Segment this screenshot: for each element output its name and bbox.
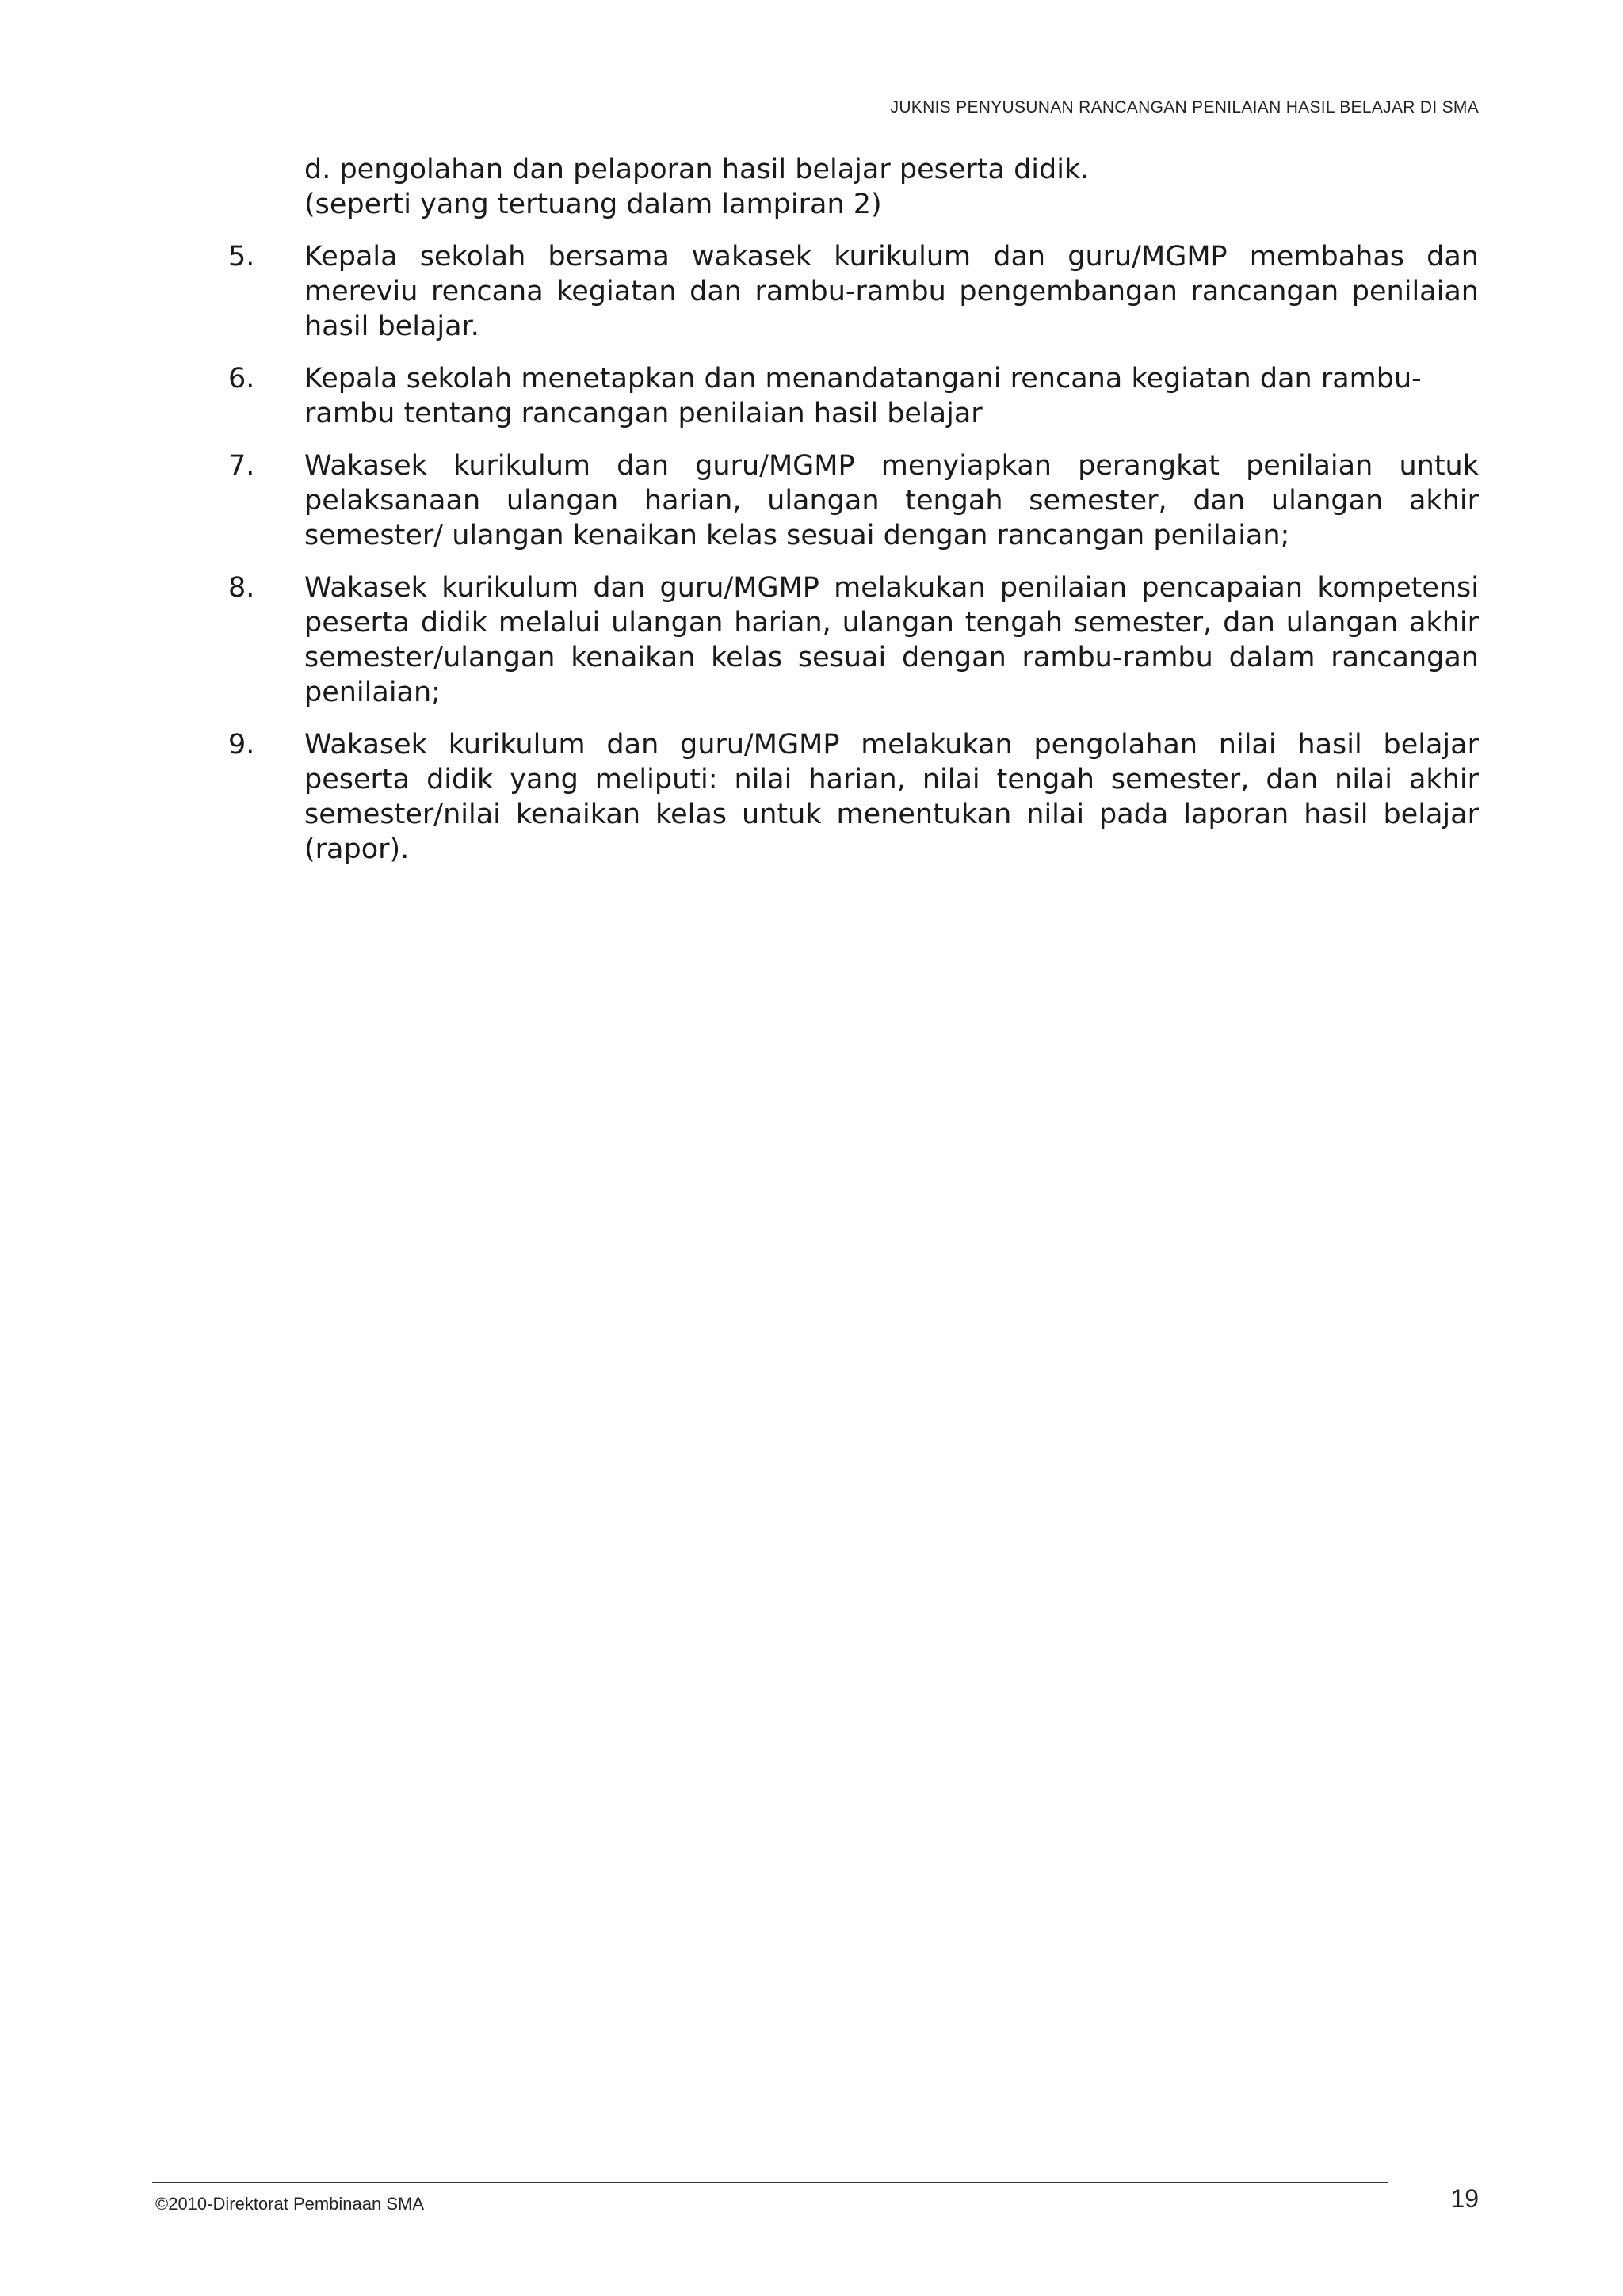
step-item-8	[228, 570, 1479, 710]
step-text: Kepala sekolah menetapkan dan menandatangani rencana kegiatan dan rambu-rambu tentang rancangan penilaian hasil belajar	[304, 363, 1422, 429]
step-number: 8.	[228, 572, 255, 604]
step-item-7	[228, 448, 1479, 553]
step-item-6	[228, 361, 1479, 431]
list-item-d: d. pengolahan dan pelaporan hasil belajar peserta didik.	[304, 154, 1090, 185]
page-body	[228, 152, 1479, 867]
step-item-5	[228, 239, 1479, 344]
step-number: 7.	[228, 450, 255, 482]
step-number: 9.	[228, 729, 255, 761]
step-item-9	[228, 727, 1479, 867]
continued-list	[304, 152, 1479, 222]
step-text: Wakasek kurikulum dan guru/MGMP menyiapkan perangkat penilaian untuk pelaksanaan ulangan harian, ulangan tengah semester, dan ulangan akhir semester/ ulangan kenaikan kelas sesuai dengan rancangan penilaian;	[304, 450, 1479, 551]
appendix-note: (seperti yang tertuang dalam lampiran 2)	[304, 189, 882, 220]
step-number: 6.	[228, 363, 255, 395]
page-number: 19	[1450, 2184, 1479, 2213]
footer-copyright: ©2010-Direktorat Pembinaan SMA	[155, 2194, 425, 2214]
step-text: Wakasek kurikulum dan guru/MGMP melakukan pengolahan nilai hasil belajar peserta didik yang meliputi: nilai harian, nilai tengah semester, dan nilai akhir semester/nilai kenaikan kelas untuk menentukan nilai pada laporan hasil belajar (rapor).	[304, 729, 1479, 865]
step-number: 5.	[228, 241, 255, 273]
footer-divider	[152, 2182, 1388, 2183]
running-header: JUKNIS PENYUSUNAN RANCANGAN PENILAIAN HASIL BELAJAR DI SMA	[890, 98, 1479, 116]
step-text: Wakasek kurikulum dan guru/MGMP melakukan penilaian pencapaian kompetensi peserta didik melalui ulangan harian, ulangan tengah semester, dan ulangan akhir semester/ulangan kenaikan kelas sesuai dengan rambu-rambu dalam rancangan penilaian;	[304, 572, 1479, 708]
step-text: Kepala sekolah bersama wakasek kurikulum dan guru/MGMP membahas dan mereviu rencana kegiatan dan rambu-rambu pengembangan rancangan penilaian hasil belajar.	[304, 241, 1479, 342]
